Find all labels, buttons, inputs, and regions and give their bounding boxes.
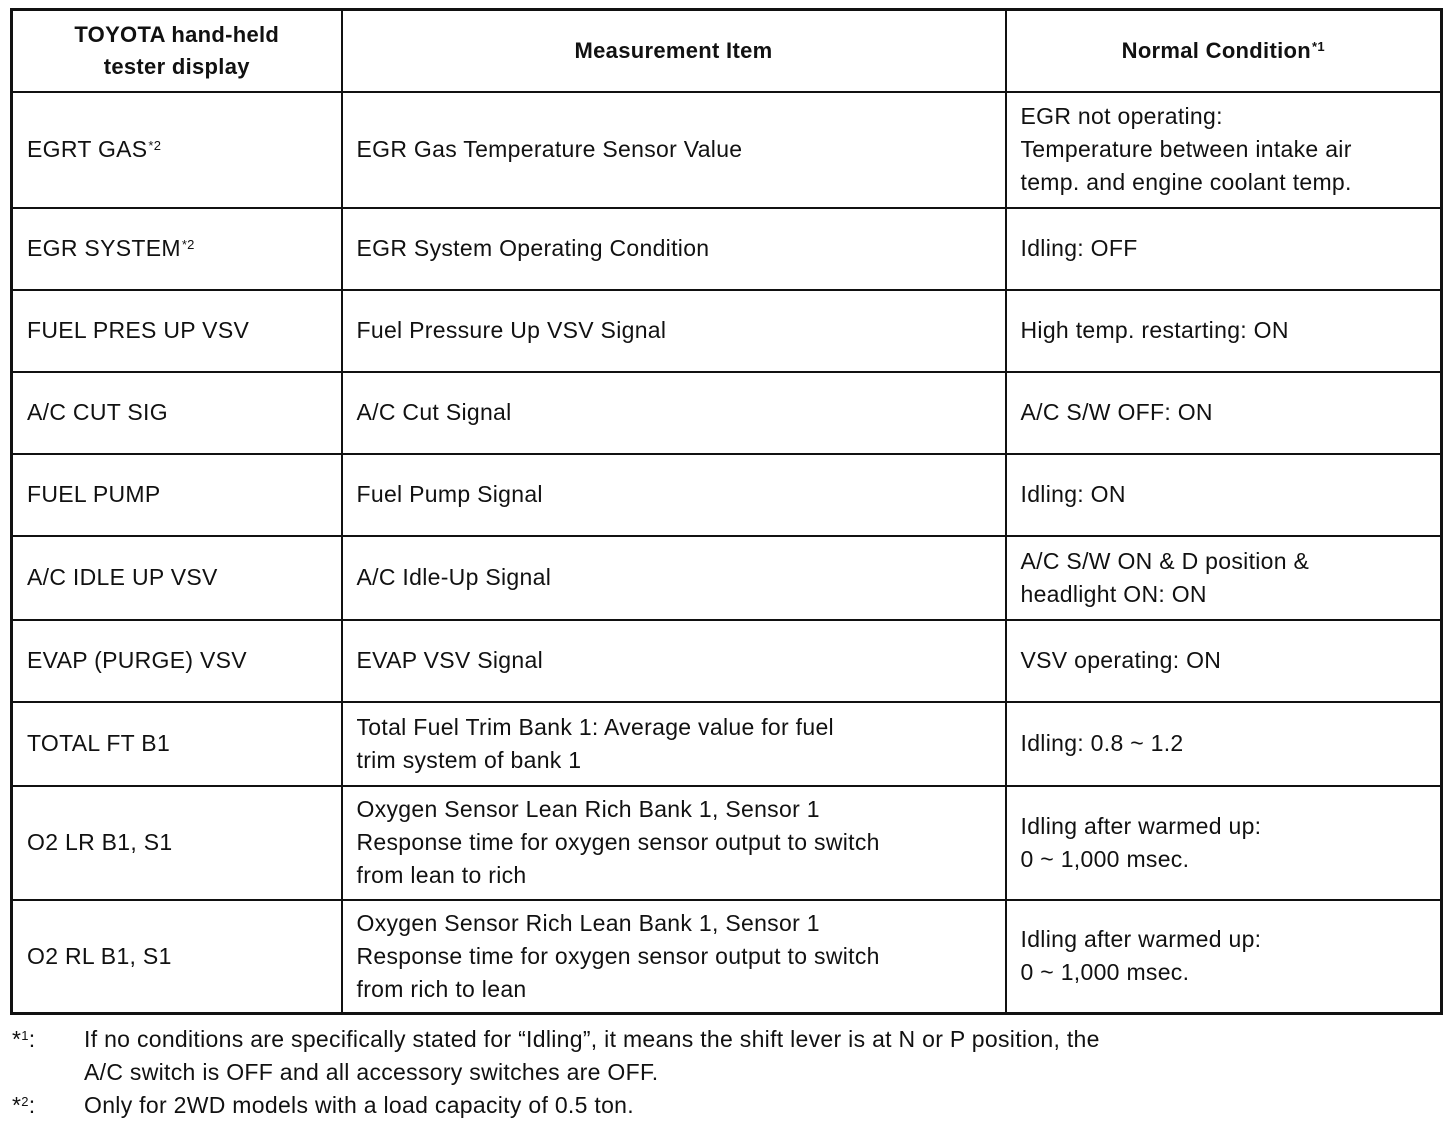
footnote <box>10 1023 1440 1089</box>
cell-tester-display <box>12 786 342 900</box>
tester-display-text: FUEL PRES UP VSV <box>27 317 250 343</box>
cell-tester-display <box>12 454 342 536</box>
tester-display-text: FUEL PUMP <box>27 481 161 507</box>
footnote-text: If no conditions are specifically stated for “Idling”, it means the shift lever is at N or P position, the A/C switch is OFF and all accessory switches are OFF. <box>84 1026 1100 1085</box>
cell-measurement-item: A/C Cut Signal <box>342 372 1006 454</box>
tester-display-text: EVAP (PURGE) VSV <box>27 647 247 673</box>
table-row <box>12 290 1442 372</box>
cell-tester-display <box>12 620 342 702</box>
footnote-mark: *2 <box>181 237 195 252</box>
cell-normal-condition: EGR not operating: Temperature between intake air temp. and engine coolant temp. <box>1006 92 1442 208</box>
cell-normal-condition: Idling: ON <box>1006 454 1442 536</box>
footnote-star: * <box>12 1092 22 1118</box>
table-row <box>12 92 1442 208</box>
cell-measurement-item: A/C Idle-Up Signal <box>342 536 1006 620</box>
header-condition-footnote-mark: *1 <box>1311 38 1325 54</box>
cell-normal-condition: Idling after warmed up: 0 ~ 1,000 msec. <box>1006 786 1442 900</box>
cell-measurement-item: Oxygen Sensor Lean Rich Bank 1, Sensor 1 Response time for oxygen sensor output to switch from lean to rich <box>342 786 1006 900</box>
table-row <box>12 786 1442 900</box>
cell-normal-condition: High temp. restarting: ON <box>1006 290 1442 372</box>
footnote-colon: : <box>28 1092 36 1118</box>
header-measurement-item <box>342 10 1006 92</box>
cell-measurement-item: Oxygen Sensor Rich Lean Bank 1, Sensor 1 Response time for oxygen sensor output to switch from rich to lean <box>342 900 1006 1014</box>
footnote-text: Only for 2WD models with a load capacity of 0.5 ton. <box>84 1092 634 1118</box>
cell-measurement-item: EVAP VSV Signal <box>342 620 1006 702</box>
document <box>10 8 1440 1122</box>
table-row <box>12 372 1442 454</box>
cell-normal-condition: Idling after warmed up: 0 ~ 1,000 msec. <box>1006 900 1442 1014</box>
header-tester-display-text: TOYOTA hand-held tester display <box>74 21 280 79</box>
cell-normal-condition: Idling: OFF <box>1006 208 1442 290</box>
cell-tester-display <box>12 208 342 290</box>
table-row <box>12 454 1442 536</box>
table-row <box>12 536 1442 620</box>
footnote <box>10 1089 1440 1122</box>
header-tester-display <box>12 10 342 92</box>
footnote-number: 1 <box>21 1028 29 1043</box>
cell-tester-display <box>12 536 342 620</box>
footnote-colon: : <box>28 1026 36 1052</box>
header-normal-condition <box>1006 10 1442 92</box>
table-row <box>12 620 1442 702</box>
cell-normal-condition: A/C S/W ON & D position & headlight ON: ON <box>1006 536 1442 620</box>
tester-display-text: EGR SYSTEM <box>27 235 181 261</box>
cell-tester-display <box>12 290 342 372</box>
table-row <box>12 702 1442 786</box>
tester-display-text: TOTAL FT B1 <box>27 730 171 756</box>
cell-tester-display <box>12 372 342 454</box>
data-list-table <box>10 8 1443 1015</box>
tester-display-text: A/C CUT SIG <box>27 399 168 425</box>
cell-measurement-item: Fuel Pump Signal <box>342 454 1006 536</box>
tester-display-text: O2 LR B1, S1 <box>27 829 173 855</box>
footnote-mark: *2 <box>148 138 162 153</box>
table-row <box>12 900 1442 1014</box>
cell-normal-condition: A/C S/W OFF: ON <box>1006 372 1442 454</box>
cell-measurement-item: Total Fuel Trim Bank 1: Average value for fuel trim system of bank 1 <box>342 702 1006 786</box>
footnotes <box>10 1023 1440 1122</box>
header-row <box>12 10 1442 92</box>
cell-normal-condition: Idling: 0.8 ~ 1.2 <box>1006 702 1442 786</box>
tester-display-text: O2 RL B1, S1 <box>27 942 172 969</box>
footnote-mark <box>10 1023 84 1089</box>
cell-measurement-item: Fuel Pressure Up VSV Signal <box>342 290 1006 372</box>
header-normal-condition-text: Normal Condition <box>1121 37 1311 63</box>
cell-normal-condition: VSV operating: ON <box>1006 620 1442 702</box>
cell-tester-display <box>12 900 342 1014</box>
footnote-mark <box>10 1089 84 1122</box>
cell-measurement-item: EGR Gas Temperature Sensor Value <box>342 92 1006 208</box>
cell-measurement-item: EGR System Operating Condition <box>342 208 1006 290</box>
footnote-star: * <box>12 1026 22 1052</box>
header-measurement-item-text: Measurement Item <box>574 37 773 63</box>
footnote-number: 2 <box>21 1094 29 1109</box>
tester-display-text: A/C IDLE UP VSV <box>27 564 218 590</box>
table-row <box>12 208 1442 290</box>
cell-tester-display <box>12 92 342 208</box>
tester-display-text: EGRT GAS <box>27 136 148 162</box>
cell-tester-display <box>12 702 342 786</box>
